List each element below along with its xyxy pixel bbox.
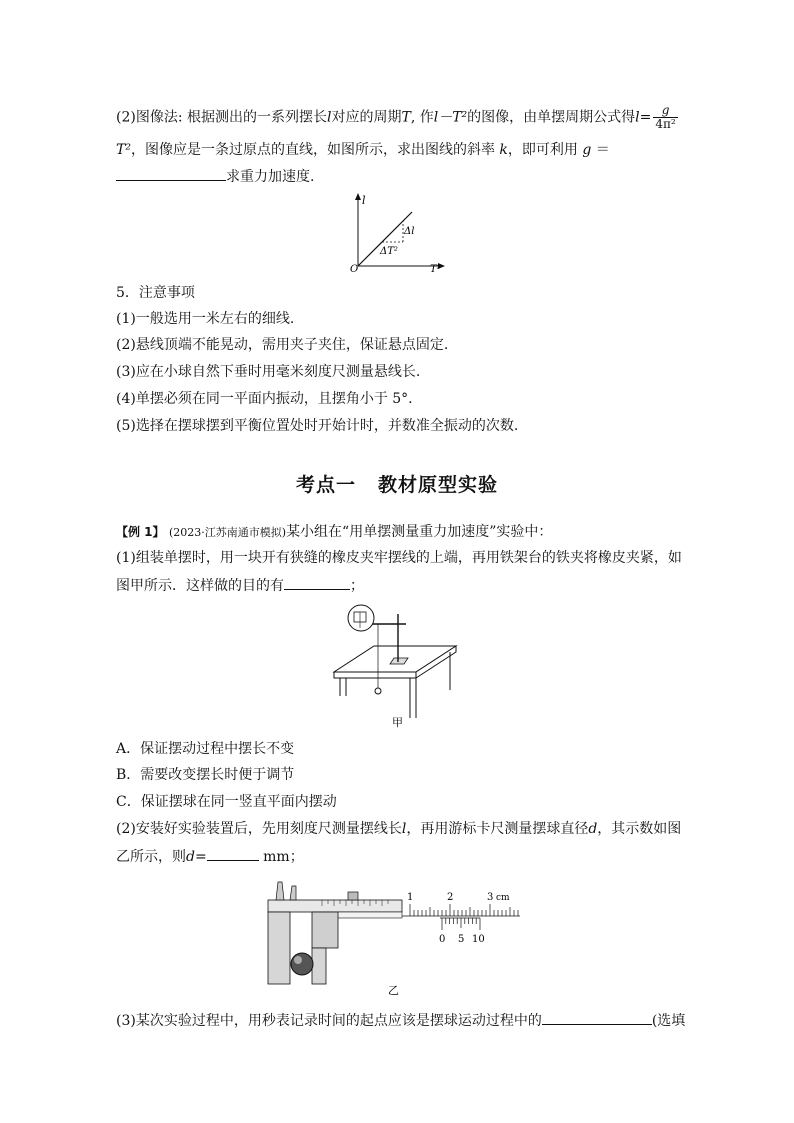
text: = — [194, 849, 207, 865]
graph-method-line-2 — [116, 140, 610, 160]
graph-method-line-3 — [116, 166, 314, 187]
question-2-line-2 — [116, 846, 304, 867]
fraction-g-over-4pi2 — [653, 104, 677, 131]
expr-l-T2: l－T² — [433, 109, 468, 126]
text: 求重力加速度. — [226, 169, 315, 185]
text: (3)某次实验过程中，用秒表记录时间的起点应该是摆球运动过程中的 — [116, 1013, 542, 1029]
example-source: (2023·江苏南通市模拟) — [168, 526, 287, 539]
note-item: (4)单摆必须在同一平面内振动，且摆角小于 5°. — [116, 391, 413, 407]
question-3-line — [116, 1010, 685, 1031]
main-scale-label: 2 — [447, 892, 454, 903]
main-scale-unit: cm — [496, 893, 510, 903]
question-1-line-2 — [116, 575, 364, 596]
text: ，图像应是一条过原点的直线，如图所示，求出图线的斜率 — [130, 142, 495, 158]
question-2-line-1 — [116, 819, 681, 839]
var-g: g — [582, 142, 592, 158]
option-b: B．需要改变摆长时便于调节 — [116, 767, 295, 783]
frac-numerator: g — [653, 104, 677, 118]
answer-blank-d[interactable] — [207, 846, 259, 861]
text: 的图像，由单摆周期公式得 — [467, 109, 636, 126]
vernier-scale-label: 10 — [472, 934, 485, 945]
var-l: l — [327, 109, 332, 126]
answer-blank-q1[interactable] — [284, 575, 350, 590]
option-c: C．保证摆球在同一竖直平面内摆动 — [116, 794, 337, 810]
text: (2)安装好实验装置后，先用刻度尺测量摆线长 — [116, 821, 402, 837]
vernier-caliper-figure — [262, 876, 532, 1000]
text: mm； — [263, 849, 304, 865]
note-item: (3)应在小球自然下垂时用毫米刻度尺测量悬线长. — [116, 364, 421, 380]
l-T2-graph — [340, 190, 460, 276]
eq-lhs: l= — [635, 109, 652, 126]
graph-method-line-1 — [116, 104, 680, 131]
delta-l-label: Δl — [404, 226, 415, 237]
note-item: (1)一般选用一米左右的细线. — [116, 311, 295, 327]
note-item: (2)悬线顶端不能晃动，需用夹子夹住，保证悬点固定. — [116, 337, 449, 353]
var-T2: T² — [116, 142, 131, 158]
main-scale-label: 3 — [487, 892, 494, 903]
vernier-scale-label: 5 — [458, 934, 465, 945]
answer-blank-q3[interactable] — [542, 1010, 652, 1025]
text: 图甲所示．这样做的目的有 — [116, 578, 284, 594]
question-1-line-1: (1)组装单摆时，用一块开有狭缝的橡皮夹牢摆线的上端，再用铁架台的铁夹将橡皮夹紧，如 — [116, 550, 682, 566]
delta-T2-label: ΔT² — [380, 246, 398, 257]
example-header — [116, 522, 552, 543]
figure-caption-jia: 甲 — [392, 716, 403, 729]
text: (2)图像法: 根据测出的一系列摆长 — [116, 109, 327, 126]
pendulum-apparatus-figure — [326, 600, 466, 730]
frac-denominator: 4π² — [655, 117, 676, 131]
text: ，其示数如图 — [597, 821, 682, 837]
text: ，即可利用 — [507, 142, 578, 158]
var-k: k — [499, 142, 508, 158]
text: ； — [350, 578, 364, 594]
example-intro: 某小组在“用单摆测量重力加速度”实验中： — [286, 524, 553, 540]
x-axis-label: T² — [430, 264, 441, 275]
note-item: (5)选择在摆球摆到平衡位置处时开始计时，并数准全振动的次数. — [116, 418, 519, 434]
section-title-part-a: 考点一 — [295, 474, 356, 496]
var-l: l — [401, 821, 407, 837]
origin-label: O — [350, 264, 359, 275]
section-title — [0, 470, 794, 497]
y-axis-label: l — [362, 194, 366, 207]
var-d: d — [186, 849, 195, 865]
vernier-scale-label: 0 — [439, 934, 446, 945]
var-T: T — [401, 109, 411, 126]
notes-heading: 5．注意事项 — [116, 285, 195, 301]
text: , 作 — [410, 109, 434, 126]
example-label: 【例 1】 — [116, 525, 165, 539]
text: 乙所示，则 — [116, 849, 186, 865]
figure-caption-yi: 乙 — [388, 984, 399, 997]
main-scale-label: 1 — [407, 892, 414, 903]
var-d: d — [588, 821, 598, 837]
text: 对应的周期 — [331, 109, 402, 126]
section-title-part-b: 教材原型实验 — [378, 474, 499, 496]
text: (选填 — [651, 1013, 686, 1029]
option-a: A．保证摆动过程中摆长不变 — [116, 741, 295, 757]
text: ，再用游标卡尺测量摆球直径 — [406, 821, 589, 837]
text: ＝ — [595, 142, 610, 158]
answer-blank-g[interactable] — [116, 166, 226, 181]
